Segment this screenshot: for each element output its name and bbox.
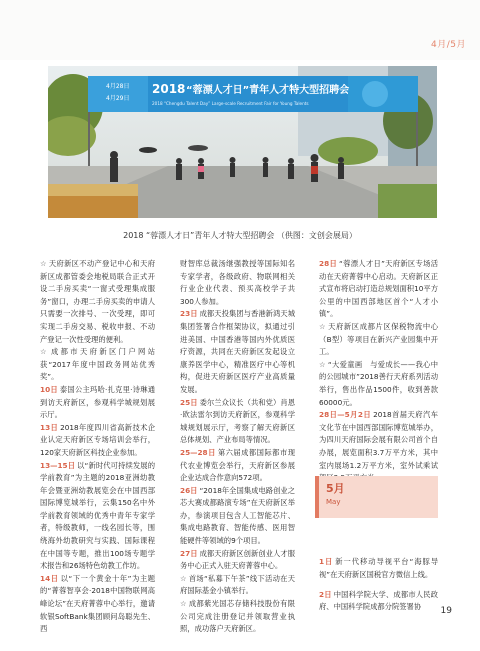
- entry-date: 25—28日: [180, 447, 216, 457]
- entry-date: 13—15日: [40, 460, 76, 470]
- entry-text: 成都天府新区创新创业人才服务中心正式入驻天府菁蓉中心。: [180, 548, 296, 571]
- entry-text: 泰国公主玛哈·扎克里·诗琳通到访天府新区，参观科学城规划展示厅。: [40, 384, 156, 420]
- entry-date: 10日: [40, 384, 58, 394]
- banner-year: 2018: [152, 82, 186, 96]
- photo-caption: 2018 “蓉漂人才日”青年人才特大型招聘会 （供图：文创会展局）: [123, 231, 357, 240]
- entry-paragraph: [40, 573, 155, 636]
- entry-paragraph: [40, 460, 155, 573]
- entry-text: “2018年全国集成电路创业之芯大赛成都路演专场”在天府新区举办，参演项目包含人工智能芯片、集成电路教育、智能传感、医用智能硬件等领域的9个项目。: [180, 485, 296, 546]
- month-heading: [319, 476, 438, 518]
- text-column-1: [40, 258, 155, 636]
- entry-date: 13日: [40, 422, 59, 432]
- entry-date: 28日—5月2日: [319, 410, 372, 420]
- entry-text: 成都紫光国芯存储科技股份有限公司完成注册登记并领取营业执照，成功落户天府新区。: [180, 599, 296, 634]
- entry-paragraph: [180, 598, 295, 636]
- entry-date: 1日: [319, 557, 334, 567]
- entry-paragraph: [319, 321, 438, 359]
- star-icon: ☆: [319, 321, 327, 331]
- entry-date: 23日: [180, 309, 198, 319]
- entry-paragraph: [180, 308, 295, 396]
- entry-paragraph: [180, 258, 295, 308]
- running-head: 4月/5月: [431, 40, 466, 50]
- page-number: 19: [440, 606, 452, 616]
- event-photo: [48, 66, 437, 218]
- banner-date-right: 4月29日: [106, 95, 130, 102]
- banner-title: “蓉漂人才日”青年人才特大型招聘会: [186, 85, 350, 96]
- entry-date: 27日: [180, 548, 198, 558]
- header-band: [0, 0, 480, 60]
- entry-text: “大爱童画 与爱成长——我心中的公园城市”2018善行天府系列活动举行，售出作品1500件，收到善款60000元。: [319, 359, 439, 407]
- entry-paragraph: [40, 422, 155, 460]
- entry-paragraph: [319, 359, 438, 409]
- entry-date: 2日: [319, 589, 332, 599]
- month-heading-cn: 5月: [326, 482, 345, 495]
- entry-paragraph: [40, 346, 155, 384]
- entry-paragraph: [319, 258, 438, 321]
- entry-date: 25日: [180, 397, 198, 407]
- entry-text: 成都市天府新区门户网站获“2017年度中国政务网站优秀奖”。: [40, 347, 156, 382]
- entry-text: 新一代移动导视平台“海豚导视”在天府新区国税官方微信上线。: [319, 557, 439, 579]
- entry-date: 14日: [40, 573, 59, 583]
- entry-paragraph: [319, 589, 438, 614]
- event-photo-illustration: [48, 66, 437, 218]
- banner-subtitle: 2018 “Chengdu Talent Day” Large-scale Recruitment Fair for Young Talents: [152, 101, 309, 106]
- entry-text: 首场“私募下午茶”线下活动在天府国际基金小镇举行。: [180, 573, 295, 596]
- entry-text: 第六届成都国际都市现代农业博览会举行，天府新区参展企业达成合作意向572项。: [180, 447, 296, 483]
- entry-paragraph: [180, 573, 295, 598]
- entry-text: 以“新时代可持续发展的学前教育”为主题的2018亚洲幼教年会暨亚洲幼教展览会在中国西部国际博览城举行，云集150名中外学前教育领域的优秀中青年专家学者，特级教师，一线名园长等，围绕海外幼教研究与实践、国际课程在中国等专题，推出100场专题学术报告和26场特色幼教工作坊。: [40, 460, 156, 571]
- banner-date-left: 4月28日: [106, 83, 130, 90]
- entry-text: 2018首届天府汽车文化节在中国西部国际博览城举办，为四川天府国际会展有限公司首个自办展，展览面积3.7万平方米，其中室内展场1.2万平方米，室外试乘试: [319, 410, 438, 470]
- star-icon: ☆: [180, 573, 187, 583]
- entry-text: 天府新区成都片区保税物流中心（B型）等项目在新兴产业园集中开工。: [319, 321, 439, 357]
- entry-text: “蓉漂人才日”天府新区专场活动在天府菁蓉中心启动。天府新区正式宣布将启动打造总规划面积10平方公里的中国西部地区首个“人才小镇”。: [319, 259, 439, 319]
- entry-paragraph: [180, 447, 295, 485]
- entry-paragraph: [40, 384, 155, 422]
- entry-text: 中国科学院大学、成都市人民政府、中国科学院成都分院签署协: [319, 589, 439, 612]
- entry-text: 以“下一个黄金十年”为主题的“菁蓉智享会·2018中国物联网高峰论坛”在天府菁蓉中心举行，邀请软银SoftBank集团顾问岛聪先生、西: [40, 573, 156, 634]
- entry-paragraph: [180, 548, 295, 573]
- star-icon: ☆: [319, 359, 326, 369]
- entry-text: 财智库总裁汤继强教授等国际知名专家学者，各级政府、物联网相关行业企业代表、预买高校学子共300人参加。: [180, 259, 295, 306]
- entry-text: 成都天投集团与香港新鸿天城集团签署合作框架协议，拟通过引进美国、中国香港等国内外优质医疗资源，共同在天府新区发起设立康养医学中心，精准医疗中心等机构，促进天府新区医疗产业高质量发展。: [180, 309, 296, 394]
- entry-date: 28日: [319, 259, 338, 268]
- entry-paragraph: [319, 409, 438, 485]
- entry-text: 2018年度四川省高新技术企业认定天府新区专场培训会举行，120家天府新区科技企业参加。: [40, 422, 155, 457]
- entry-date: 26日: [180, 485, 198, 495]
- entry-text: 委尔兰众议长（共和党）肖恩·欧法雷尔到访天府新区，参观科学城规划展示厅，考察了解天府新区总体规划、产业布局等情况。: [180, 397, 296, 445]
- star-icon: ☆: [180, 599, 187, 609]
- entry-paragraph: [40, 258, 155, 346]
- entry-paragraph: [180, 485, 295, 548]
- star-icon: ☆: [40, 347, 49, 357]
- entry-paragraph: [319, 556, 438, 581]
- text-column-2: [180, 258, 295, 636]
- entry-paragraph: [180, 397, 295, 447]
- star-icon: ☆: [40, 259, 47, 268]
- text-column-3-after: [319, 549, 438, 621]
- text-column-3: [319, 258, 438, 485]
- month-heading-en: May: [326, 498, 341, 506]
- entry-text: 天府新区不动产登记中心和天府新区成都管委会地税局联合正式开设二手房买卖“一窗式受理集成服务”窗口，办理二手房买卖的申请人只需要一次排号、一次受理，即可实现二手房交易、税收申报、不动产登记一次性受理的便利。: [40, 259, 156, 344]
